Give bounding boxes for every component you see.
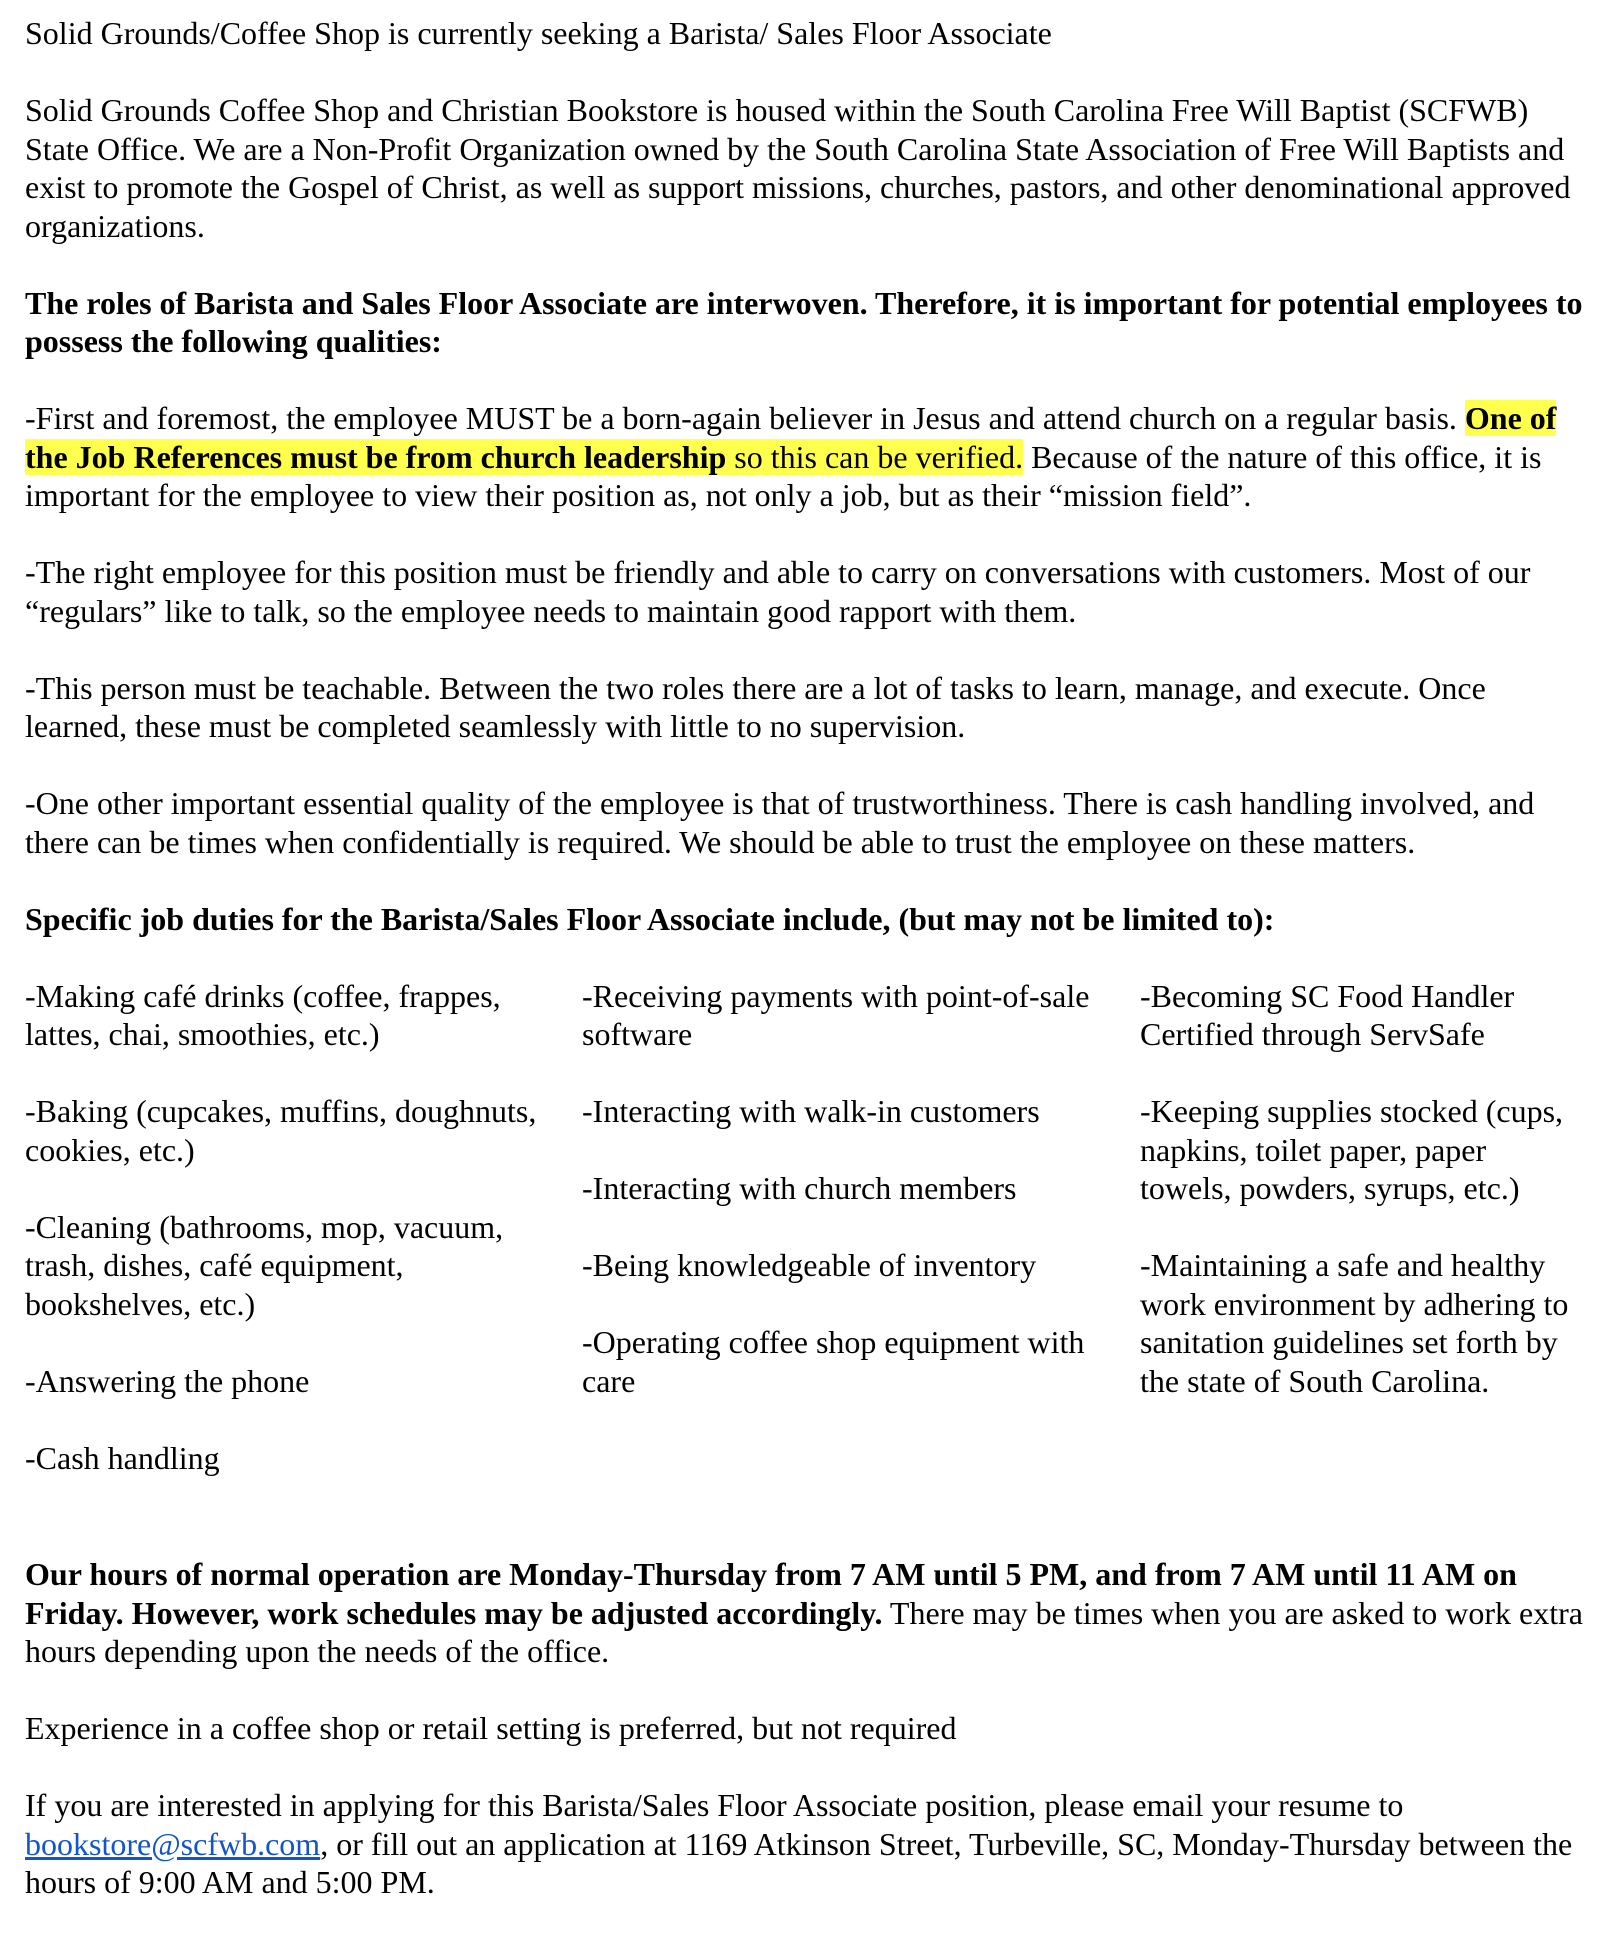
duties-column-2 [582, 977, 1102, 1401]
mission-field-text: Because of the nature of this office, it is important for the employee to view their position as, not only a job, but as their “mission field”. [25, 438, 1542, 513]
duties-column-3 [1140, 977, 1585, 1401]
hours-bold-text: Our hours of normal operation are Monday-Thursday from 7 AM until 5 PM, and from 7 AM until 11 AM on Friday. However, work schedules may be adjusted accordingly. [25, 1556, 1517, 1631]
apply-intro-text: If you are interested in applying for this Barista/Sales Floor Associate position, please email your resume to [25, 1787, 1404, 1823]
duties-columns [25, 977, 1585, 1517]
quality-friendly-paragraph: -The right employee for this position must be friendly and able to carry on conversations with customers. Most of our “regulars” like to talk, so the employee needs to maintain good rapport with them. [25, 554, 1531, 629]
duty-item: -Interacting with walk-in customers [582, 1093, 1040, 1129]
duty-item: -Cleaning (bathrooms, mop, vacuum, trash, dishes, café equipment, bookshelves, etc.) [25, 1208, 504, 1322]
duty-item: -Receiving payments with point-of-sale software [582, 977, 1090, 1052]
duties-column-1 [25, 977, 545, 1478]
duty-item: -Answering the phone [25, 1362, 310, 1399]
job-posting-document [25, 14, 1585, 1902]
posting-title: Solid Grounds/Coffee Shop is currently seeking a Barista/ Sales Floor Associate [25, 15, 1052, 51]
duty-item: -Operating coffee shop equipment with care [582, 1324, 1085, 1399]
quality-faith-text: -First and foremost, the employee MUST be a born-again believer in Jesus and attend church on a regular basis. [25, 400, 1465, 436]
duty-item: -Making café drinks (coffee, frappes, lattes, chai, smoothies, etc.) [25, 977, 501, 1052]
experience-paragraph: Experience in a coffee shop or retail setting is preferred, but not required [25, 1710, 957, 1746]
duty-item: -Interacting with church members [582, 1170, 1017, 1206]
email-link[interactable]: bookstore@scfwb.com [25, 1825, 321, 1862]
duty-item: -Becoming SC Food Handler Certified through ServSafe [1140, 977, 1515, 1052]
quality-teachable-paragraph: -This person must be teachable. Between the two roles there are a lot of tasks to learn, manage, and execute. Once learned, these must be completed seamlessly with little to no supervision. [25, 669, 1486, 744]
quality-trustworthy-paragraph: -One other important essential quality of the employee is that of trustworthiness. There is cash handling involved, and there can be times when confidentially is required. We should be able to trust the employee on these matters. [25, 785, 1535, 860]
duties-heading: Specific job duties for the Barista/Sales Floor Associate include, (but may not be limited to): [25, 900, 1275, 937]
duty-item: -Maintaining a safe and healthy work environment by adhering to sanitation guidelines set forth by the state of South Carolina. [1140, 1247, 1569, 1399]
hours-extra-text: There may be times when you are asked to work extra hours depending upon the needs of the office. [25, 1594, 1583, 1669]
quality-faith-paragraph [25, 399, 1585, 515]
roles-heading: The roles of Barista and Sales Floor Associate are interwoven. Therefore, it is important for potential employees to possess the following qualities: [25, 284, 1583, 359]
church-reference-highlight: One of the Job References must be from church leadership [25, 400, 1557, 475]
intro-paragraph: Solid Grounds Coffee Shop and Christian Bookstore is housed within the South Carolina Free Will Baptist (SCFWB) State Office. We are a Non-Profit Organization owned by the South Carolina State Association of Free Will Baptists and exist to promote the Gospel of Christ, as well as support missions, churches, pastors, and other denominational approved organizations. [25, 92, 1571, 244]
duty-item: -Keeping supplies stocked (cups, napkins, toilet paper, paper towels, powders, syrups, etc.) [1140, 1093, 1564, 1206]
apply-paragraph [25, 1786, 1585, 1902]
duty-item: -Baking (cupcakes, muffins, doughnuts, cookies, etc.) [25, 1093, 537, 1168]
hours-paragraph [25, 1555, 1585, 1671]
duty-item: -Being knowledgeable of inventory [582, 1247, 1037, 1283]
duty-item: -Cash handling [25, 1439, 220, 1476]
apply-address-text: , or fill out an application at 1169 Atkinson Street, Turbeville, SC, Monday-Thursday between the hours of 9:00 AM and 5:00 PM. [25, 1825, 1573, 1900]
verification-highlight: so this can be verified. [726, 438, 1024, 475]
